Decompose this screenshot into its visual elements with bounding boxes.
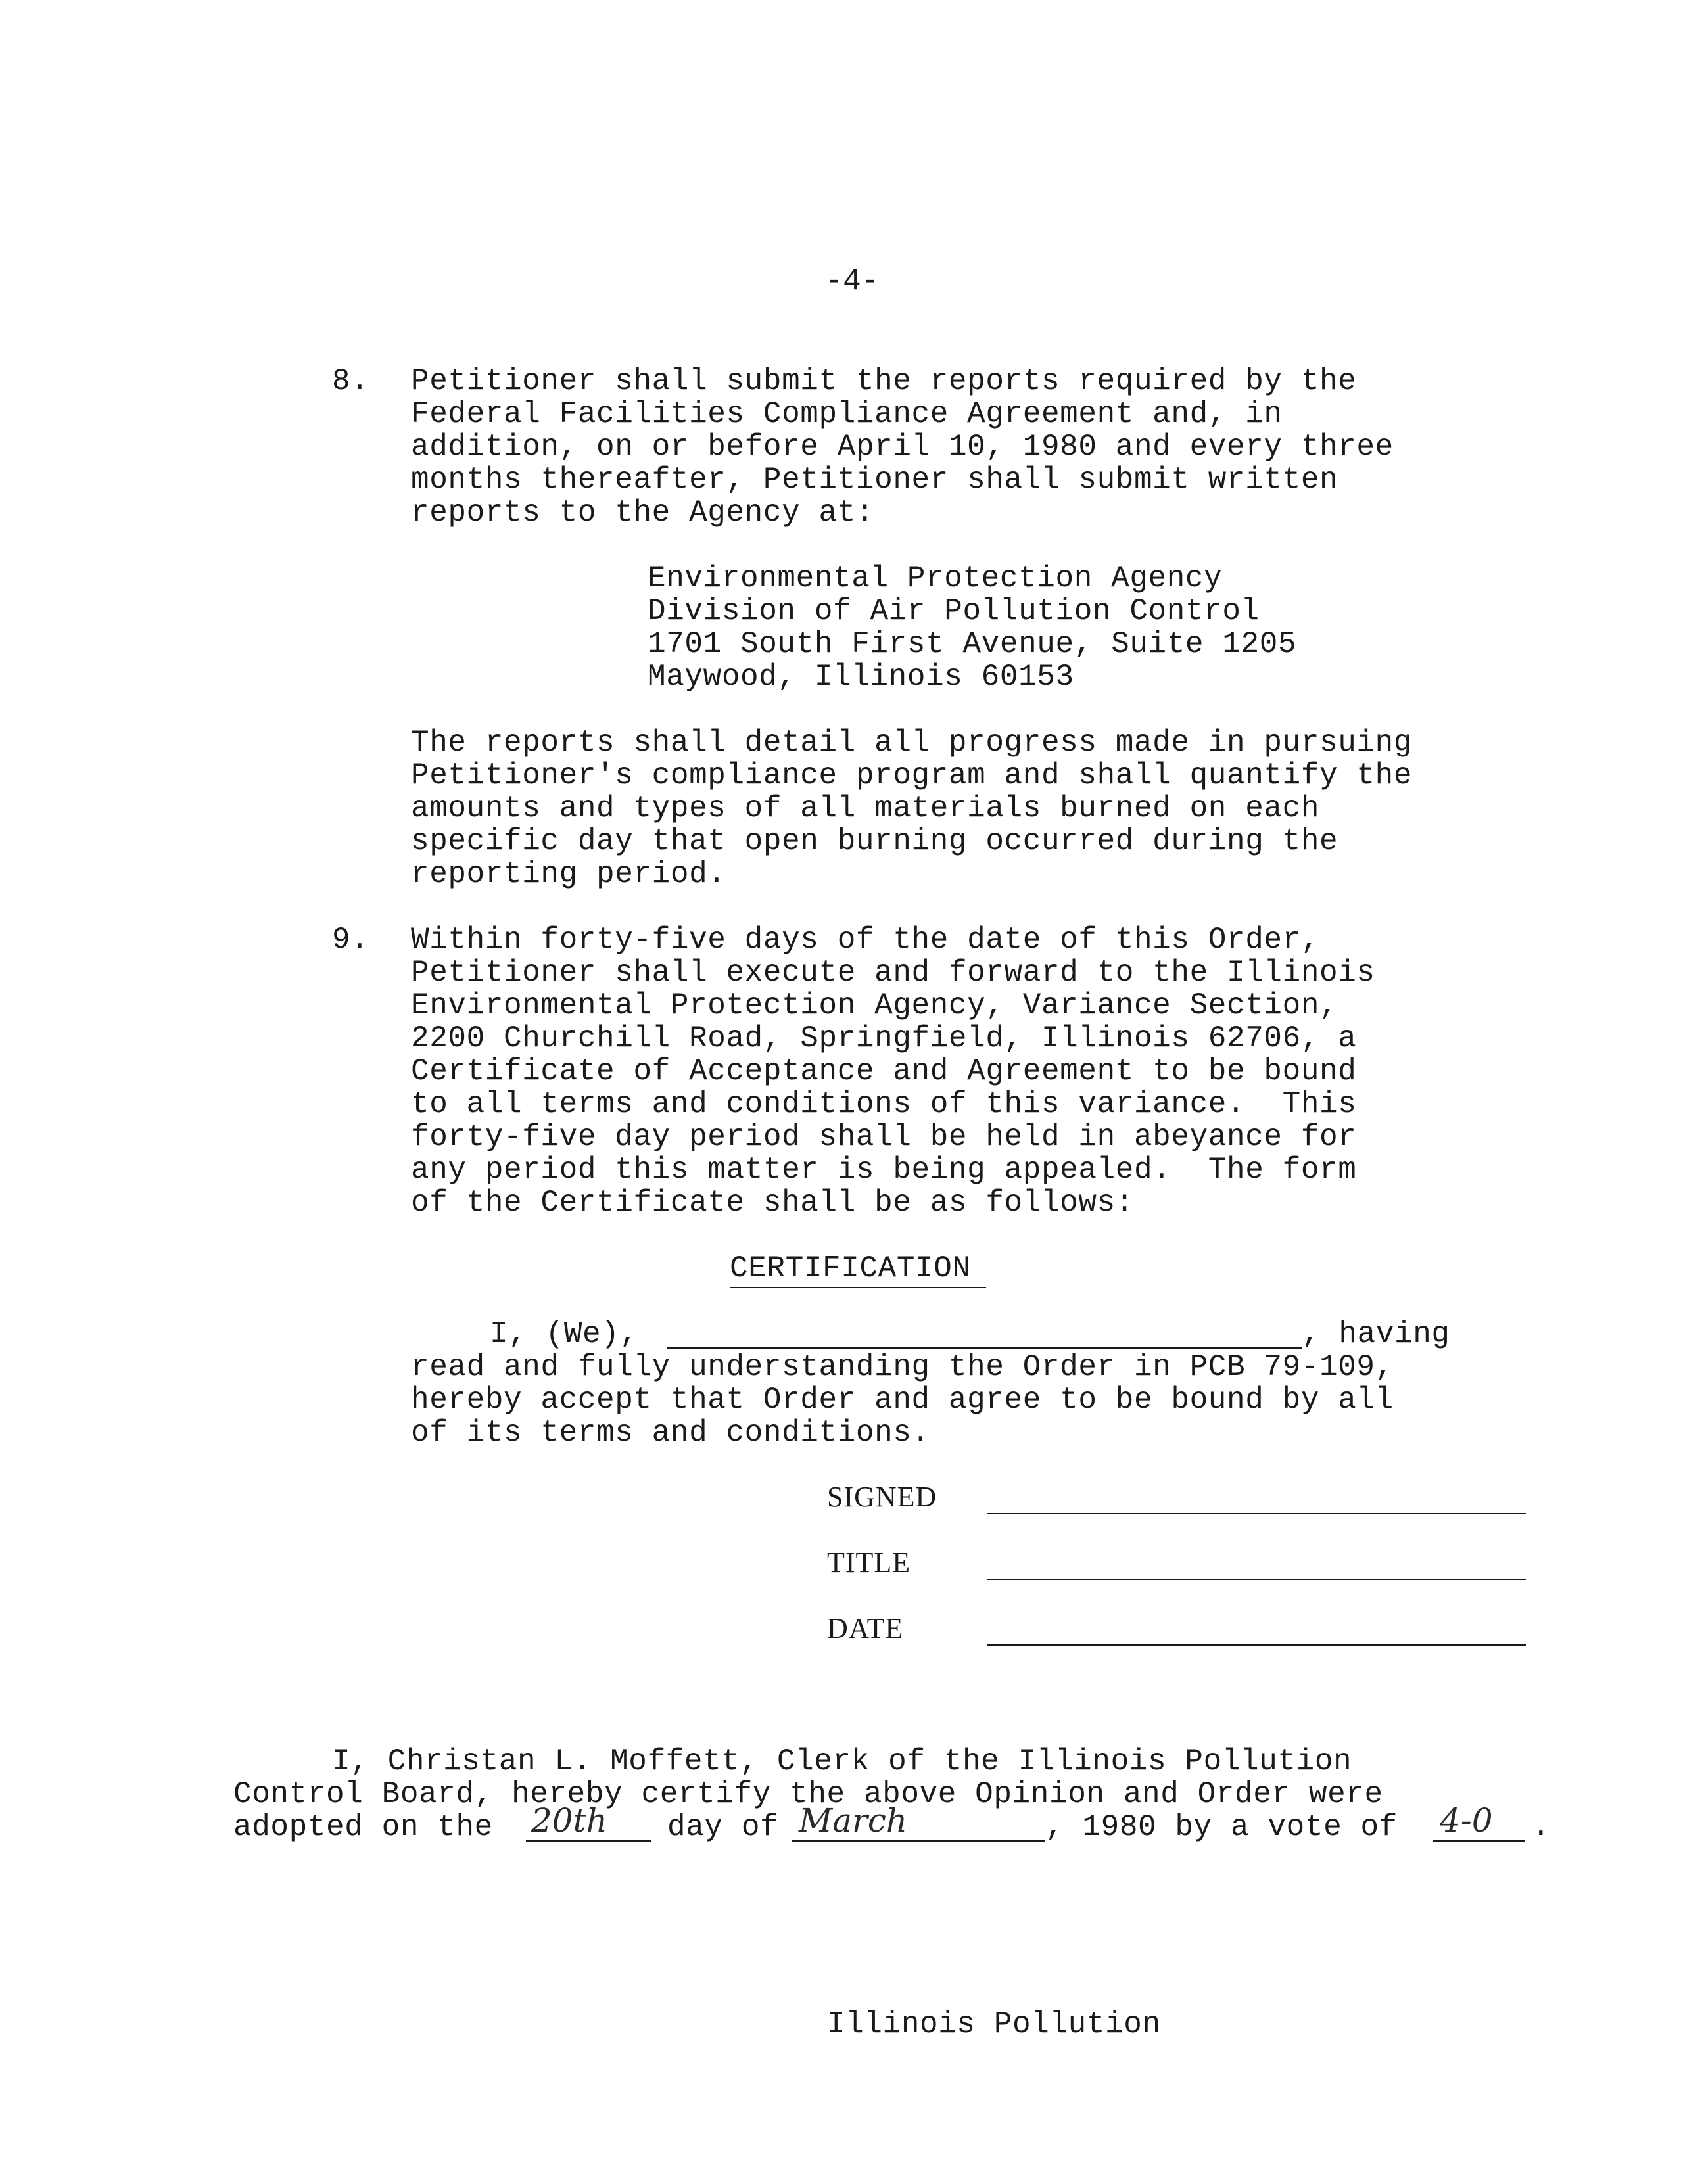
clerk-adopted-text: adopted on the	[233, 1810, 493, 1844]
item-8-line: months thereafter, Petitioner shall submit written	[411, 463, 1338, 497]
item-9-line: of the Certificate shall be as follows:	[411, 1186, 1134, 1220]
certification-heading: CERTIFICATION	[730, 1251, 971, 1286]
item-9-line: forty-five day period shall be held in abeyance for	[411, 1120, 1357, 1154]
address-line: Environmental Protection Agency	[648, 561, 1223, 595]
item-8-line: Petitioner shall submit the reports required by the	[411, 364, 1357, 398]
item-9-line: Petitioner shall execute and forward to the Illinois	[411, 956, 1375, 990]
item-8-line: Federal Facilities Compliance Agreement and, in	[411, 397, 1283, 431]
day-blank-line	[526, 1840, 651, 1842]
certification-line: hereby accept that Order and agree to be bound by all	[411, 1383, 1394, 1417]
item-8-line: reports to the Agency at:	[411, 496, 875, 530]
item-8-detail-line: Petitioner's compliance program and shall quantify the	[411, 758, 1413, 793]
item-8-detail-line: specific day that open burning occurred during the	[411, 824, 1338, 858]
address-line: 1701 South First Avenue, Suite 1205	[648, 627, 1297, 661]
item-8-detail-line: amounts and types of all materials burned on each	[411, 791, 1320, 825]
handwritten-month: March	[799, 1801, 908, 1840]
item-9-line: Certificate of Acceptance and Agreement to be bound	[411, 1054, 1357, 1088]
handwritten-vote: 4-0	[1440, 1801, 1493, 1840]
page-number: -4-	[824, 264, 880, 298]
clerk-line: I, Christan L. Moffett, Clerk of the Illinois Pollution	[332, 1744, 1352, 1778]
date-line[interactable]	[987, 1644, 1526, 1646]
clerk-day-of-text: day of	[667, 1810, 779, 1844]
title-label: TITLE	[827, 1546, 911, 1579]
name-blank-line[interactable]	[667, 1347, 1302, 1349]
item-8-detail-line: reporting period.	[411, 857, 726, 891]
month-blank-line	[792, 1840, 1045, 1842]
vote-blank-line	[1433, 1840, 1525, 1842]
footer-text: Illinois Pollution	[827, 2007, 1161, 2041]
address-line: Division of Air Pollution Control	[648, 594, 1260, 628]
certification-name-suffix: , having	[1302, 1317, 1450, 1351]
clerk-year-text: , 1980 by a vote of	[1045, 1810, 1398, 1844]
title-line[interactable]	[987, 1579, 1526, 1580]
item-9-line: Within forty-five days of the date of this Order,	[411, 923, 1320, 957]
item-9-line: 2200 Churchill Road, Springfield, Illinois 62706, a	[411, 1021, 1357, 1056]
certification-line: read and fully understanding the Order in PCB 79-109,	[411, 1350, 1394, 1384]
clerk-period: .	[1532, 1810, 1551, 1844]
heading-underline	[730, 1287, 986, 1288]
certification-name-prefix: I, (We),	[490, 1317, 638, 1351]
item-9-line: to all terms and conditions of this variance. This	[411, 1087, 1357, 1121]
signed-line[interactable]	[987, 1513, 1526, 1514]
item-8-detail-line: The reports shall detail all progress made in pursuing	[411, 726, 1413, 760]
item-8-number: 8.	[332, 364, 369, 398]
signed-label: SIGNED	[827, 1481, 937, 1513]
handwritten-day: 20th	[531, 1801, 607, 1840]
item-9-line: any period this matter is being appealed. The form	[411, 1153, 1357, 1187]
clerk-line: Control Board, hereby certify the above Opinion and Order were	[233, 1777, 1383, 1811]
item-8-line: addition, on or before April 10, 1980 and every three	[411, 430, 1394, 464]
certification-line: of its terms and conditions.	[411, 1416, 930, 1450]
item-9-number: 9.	[332, 923, 369, 957]
date-label: DATE	[827, 1612, 904, 1644]
address-line: Maywood, Illinois 60153	[648, 660, 1074, 694]
item-9-line: Environmental Protection Agency, Variance Section,	[411, 988, 1338, 1023]
